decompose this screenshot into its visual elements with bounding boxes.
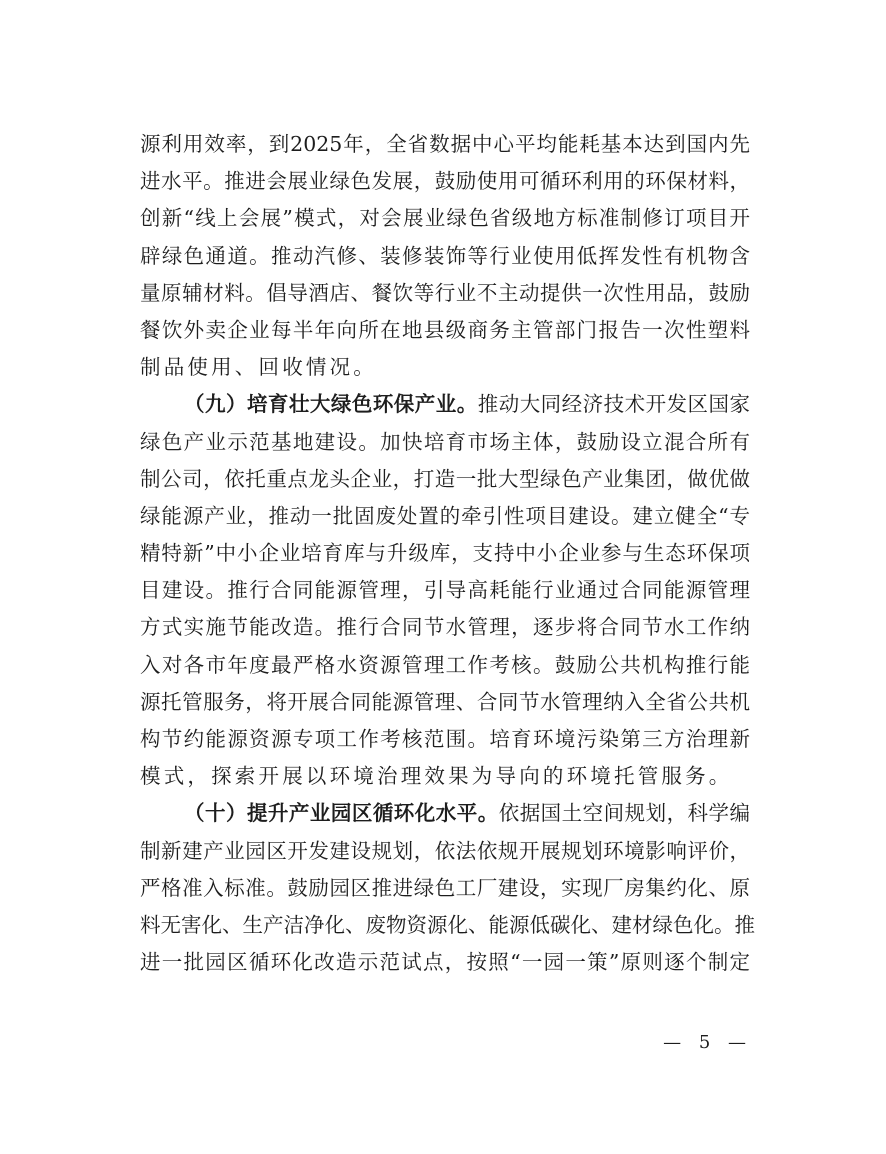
page-number: — 5 — [663, 1032, 752, 1053]
text-line: 制品使用、回收情况。 [140, 355, 377, 380]
text-line: 辟绿色通道。推动汽修、装修装饰等行业使用低挥发性有机物含 [140, 243, 750, 268]
section-10-first-line [140, 795, 750, 832]
text-line: 进一批园区循环化改造示范试点，按照“一园一策”原则逐个制定 [140, 950, 750, 975]
text-line: 精特新”中小企业培育库与升级库，支持中小企业参与生态环保项 [140, 541, 750, 566]
text-line: 料无害化、生产洁净化、废物资源化、能源低碳化、建材绿色化。推 [140, 912, 755, 937]
text-line: 绿色产业示范基地建设。加快培育市场主体，鼓励设立混合所有 [140, 429, 750, 454]
text-line: 餐饮外卖企业每半年向所在地县级商务主管部门报告一次性塑料 [140, 317, 750, 342]
text-line: 进水平。推进会展业绿色发展，鼓励使用可循环利用的环保材料， [140, 169, 750, 194]
section-10-heading: （十）提升产业园区循环化水平。 [184, 801, 499, 826]
text-line: 量原辅材料。倡导酒店、餐饮等行业不主动提供一次性用品，鼓励 [140, 280, 750, 305]
section-9-first-line [140, 386, 750, 423]
text-line: 构节约能源资源专项工作考核范围。培育环境污染第三方治理新 [140, 727, 750, 751]
section-10-first-line-text: 依据国土空间规划，科学编 [498, 801, 751, 826]
body-text [140, 126, 755, 981]
section-9-first-line-text: 推动大同经济技术开发区国家 [477, 392, 751, 417]
text-line: 源利用效率，到2025年，全省数据中心平均能耗基本达到国内先 [140, 132, 750, 156]
text-line: 制新建产业园区开发建设规划，依法依规开展规划环境影响评价， [140, 838, 750, 863]
text-line: 严格准入标准。鼓励园区推进绿色工厂建设，实现厂房集约化、原 [140, 875, 750, 900]
text-line: 绿能源产业，推动一批固废处置的牵引性项目建设。建立健全“专 [140, 503, 750, 528]
text-line: 源托管服务，将开展合同能源管理、合同节水管理纳入全省公共机 [140, 689, 750, 714]
section-9-heading: （九）培育壮大绿色环保产业。 [184, 392, 478, 417]
text-line: 目建设。推行合同能源管理，引导高耗能行业通过合同能源管理 [140, 578, 750, 603]
text-line: 模式，探索开展以环境治理效果为导向的环境托管服务。 [140, 764, 733, 789]
text-line: 制公司，依托重点龙头企业，打造一批大型绿色产业集团，做优做 [140, 466, 750, 491]
text-line: 创新“线上会展”模式，对会展业绿色省级地方标准制修订项目开 [140, 206, 750, 231]
text-line: 方式实施节能改造。推行合同节水管理，逐步将合同节水工作纳 [140, 615, 750, 640]
text-line: 入对各市年度最严格水资源管理工作考核。鼓励公共机构推行能 [140, 652, 750, 677]
